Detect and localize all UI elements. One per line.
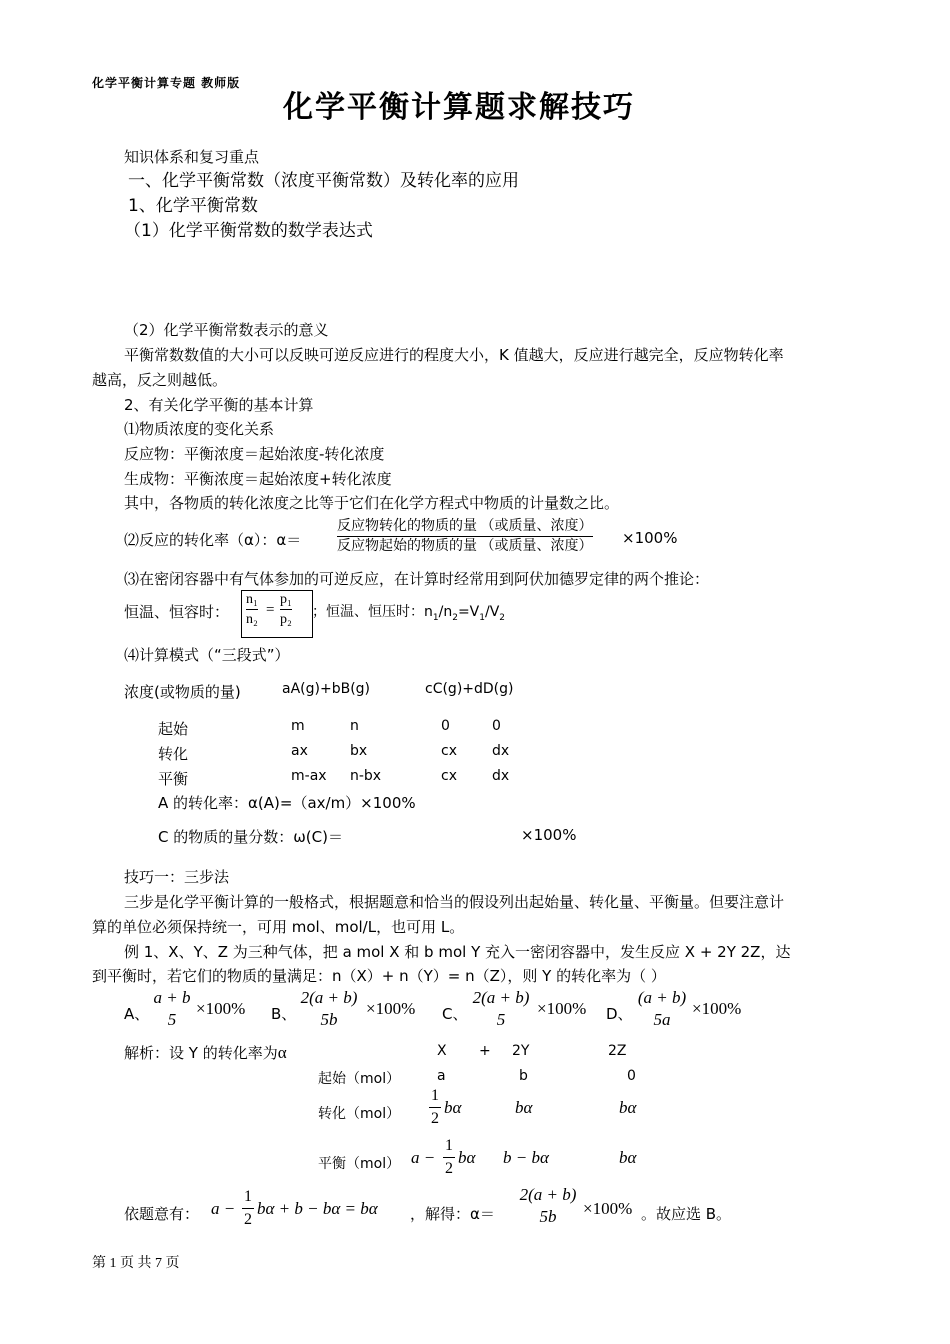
trick1-heading: 技巧一：三步法: [124, 868, 230, 886]
option-c-denominator: 5: [496, 1009, 506, 1029]
example1-line-2: 到平衡时，若它们的物质的量满足：n（X）+ n（Y）= n（Z），则 Y 的转化率为（ ）: [92, 967, 666, 985]
solution-cell: bα: [619, 1098, 637, 1117]
trick1-para-line-1: 三步是化学平衡计算的一般格式，根据题意和恰当的假设列出起始量、转化量、平衡量。但要注意计: [124, 893, 785, 911]
solution-start-label: 起始（mol）: [318, 1071, 401, 1087]
mode-cell: dx: [492, 743, 510, 759]
solution-change-label: 转化（mol）: [318, 1106, 401, 1122]
mode-cell: dx: [492, 768, 510, 784]
trick1-para-line-2: 算的单位必须保持统一，可用 mol、mol/L，也可用 L。: [92, 918, 465, 936]
half-denominator: 2: [244, 1210, 252, 1228]
half-numerator: 1: [244, 1188, 252, 1205]
option-a-percent: ×100%: [196, 999, 246, 1018]
mode-row-change-label: 转化: [158, 745, 189, 763]
subscript: 2: [499, 612, 506, 623]
section-label: 知识体系和复习重点: [124, 148, 260, 166]
solution-cell: bα: [619, 1148, 637, 1167]
half-denominator: 2: [445, 1159, 453, 1177]
half-fraction: [429, 1087, 441, 1127]
option-a-fraction: [152, 989, 192, 1029]
solution-cell: bα: [458, 1148, 476, 1167]
n2: n₂: [246, 612, 258, 628]
option-d-fraction: [633, 989, 691, 1029]
reactant-relation: 反应物：平衡浓度＝起始浓度-转化浓度: [124, 445, 385, 463]
constant-tp-label: ；恒温、恒压时：n: [312, 604, 433, 620]
calc-item-1: ⑴物质浓度的变化关系: [124, 420, 275, 438]
mode-cell: 0: [441, 718, 450, 734]
c-fraction-label: C 的物质的量分数：ω(C)＝: [158, 828, 343, 846]
c-fraction-percent: ×100%: [521, 826, 577, 844]
tp-equals: =V: [457, 604, 480, 620]
final-fraction: [515, 1186, 581, 1226]
constant-tp-formula: [312, 601, 505, 623]
solution-cell: b: [519, 1068, 528, 1084]
subscript: 2: [452, 612, 458, 623]
option-d-letter: D、: [606, 1005, 633, 1023]
conversion-rate-label: ⑵反应的转化率（α）：α＝: [124, 531, 302, 549]
mode-equation-right: cC(g)+dD(g): [425, 681, 514, 697]
solution-plus: +: [479, 1043, 491, 1059]
mode-cell: n-bx: [350, 768, 382, 784]
final-equation: bα + b − bα = bα: [257, 1199, 378, 1218]
conversion-denominator: 反应物起始的物质的量 （或质量、浓度）: [337, 539, 593, 555]
option-b-letter: B、: [271, 1005, 297, 1023]
mode-cell: m-ax: [291, 768, 327, 784]
fraction-bar: [443, 1157, 455, 1158]
solution-cell: 0: [627, 1068, 636, 1084]
option-a-denominator: 5: [167, 1009, 177, 1029]
half-numerator: 1: [445, 1137, 453, 1154]
option-a-numerator: a + b: [153, 988, 191, 1007]
solution-cell: b − bα: [503, 1148, 549, 1167]
half-denominator: 2: [431, 1109, 439, 1127]
alpha-symbol: α: [277, 1043, 287, 1062]
a-conversion-formula: A 的转化率：α(A)=（ax/m）×100%: [158, 794, 416, 812]
solution-2y: 2Y: [512, 1043, 530, 1059]
p-ratio: [280, 592, 292, 628]
option-b-fraction: [297, 989, 361, 1029]
solution-x: X: [437, 1043, 447, 1059]
option-b-percent: ×100%: [366, 999, 416, 1018]
half-numerator: 1: [431, 1087, 439, 1104]
final-a-term: a −: [211, 1199, 236, 1218]
final-solve-label: ，解得：α＝: [410, 1205, 495, 1223]
mode-row-equil-label: 平衡: [158, 770, 189, 788]
mode-row-start-label: 起始: [158, 720, 189, 738]
final-percent: ×100%: [583, 1199, 633, 1218]
option-c-percent: ×100%: [537, 999, 587, 1018]
conversion-ratio-note: 其中，各物质的转化浓度之比等于它们在化学方程式中物质的计量数之比。: [124, 494, 620, 512]
mode-cell: cx: [441, 743, 457, 759]
mode-cell: m: [291, 718, 305, 734]
fraction-bar: [280, 609, 292, 610]
option-c-letter: C、: [442, 1005, 468, 1023]
fraction-bar: [429, 1107, 441, 1108]
option-b-denominator: 5b: [320, 1009, 338, 1029]
fraction-bar: [246, 609, 258, 610]
subheading-equilibrium-constant: 1、化学平衡常数: [128, 196, 258, 216]
calc-item-3: ⑶在密闭容器中有气体参加的可逆反应，在计算时经常用到阿伏加德罗定律的两个推论：: [124, 570, 710, 588]
option-b-numerator: 2(a + b): [300, 988, 358, 1007]
solution-cell: a: [437, 1068, 446, 1084]
mode-cell: cx: [441, 768, 457, 784]
final-label: 依题意有：: [124, 1205, 200, 1223]
equals-sign: =: [266, 602, 275, 618]
n1: n₁: [246, 592, 258, 607]
final-half-fraction: [242, 1188, 254, 1228]
product-relation: 生成物：平衡浓度＝起始浓度+转化浓度: [124, 470, 392, 488]
page-title: 化学平衡计算题求解技巧: [283, 90, 635, 125]
solution-2z: 2Z: [608, 1043, 627, 1059]
option-d-denominator: 5a: [653, 1009, 671, 1029]
mode-cell: n: [350, 718, 359, 734]
constant-tv-label: 恒温、恒容时：: [124, 603, 230, 621]
running-header: 化学平衡计算专题 教师版: [92, 76, 241, 90]
final-denominator: 5b: [539, 1206, 557, 1226]
p2: p₂: [280, 612, 292, 628]
option-d-numerator: (a + b): [637, 988, 687, 1007]
example1-line-1: 例 1、X、Y、Z 为三种气体，把 a mol X 和 b mol Y 充入一密闭容器中，发生反应 X + 2Y 2Z，达: [124, 943, 791, 961]
conversion-numerator: 反应物转化的物质的量 （或质量、浓度）: [337, 519, 593, 534]
page-footer: 第 1 页 共 7 页: [92, 1256, 180, 1271]
conversion-percent: ×100%: [622, 529, 678, 547]
mode-cell: 0: [492, 718, 501, 734]
subscript: 1: [479, 612, 485, 623]
mode-cell: bx: [350, 743, 368, 759]
option-c-numerator: 2(a + b): [472, 988, 530, 1007]
final-conclusion: 。故应选 B。: [641, 1205, 732, 1223]
calc-item-4: ⑷计算模式（“三段式”）: [124, 646, 290, 664]
option-d-percent: ×100%: [692, 999, 742, 1018]
item-meaning: （2）化学平衡常数表示的意义: [124, 321, 329, 339]
meaning-line-2: 越高，反之则越低。: [92, 371, 228, 389]
mode-equation-left: aA(g)+bB(g): [282, 681, 370, 697]
analysis-label: [124, 1042, 287, 1063]
option-a-letter: A、: [124, 1005, 150, 1023]
final-numerator: 2(a + b): [519, 1185, 577, 1204]
tp-ratio-2: /V: [484, 604, 500, 620]
conversion-rate-fraction: [337, 519, 593, 555]
solution-cell: bα: [515, 1098, 533, 1117]
n-ratio: [246, 592, 258, 628]
item-expression: （1）化学平衡常数的数学表达式: [124, 221, 373, 241]
tp-ratio-1: /n: [438, 604, 453, 620]
subheading-basic-calc: 2、有关化学平衡的基本计算: [124, 396, 314, 414]
boxed-formula: [241, 590, 313, 638]
solution-cell: a −: [411, 1148, 436, 1167]
half-fraction: [443, 1137, 455, 1177]
fraction-bar: [242, 1208, 254, 1209]
mode-row-label: 浓度(或物质的量): [124, 683, 241, 701]
meaning-line-1: 平衡常数数值的大小可以反映可逆反应进行的程度大小，K 值越大，反应进行越完全，反应物转化率: [124, 346, 784, 364]
solution-equil-label: 平衡（mol）: [318, 1156, 401, 1172]
option-c-fraction: [469, 989, 533, 1029]
solution-cell: bα: [444, 1098, 462, 1117]
p1: p₁: [280, 592, 292, 607]
analysis-text: 解析：设 Y 的转化率为: [124, 1044, 278, 1062]
fraction-bar: [337, 536, 593, 537]
subscript: 1: [432, 612, 439, 623]
part1-heading: 一、化学平衡常数（浓度平衡常数）及转化率的应用: [128, 171, 519, 191]
mode-cell: ax: [291, 743, 308, 759]
